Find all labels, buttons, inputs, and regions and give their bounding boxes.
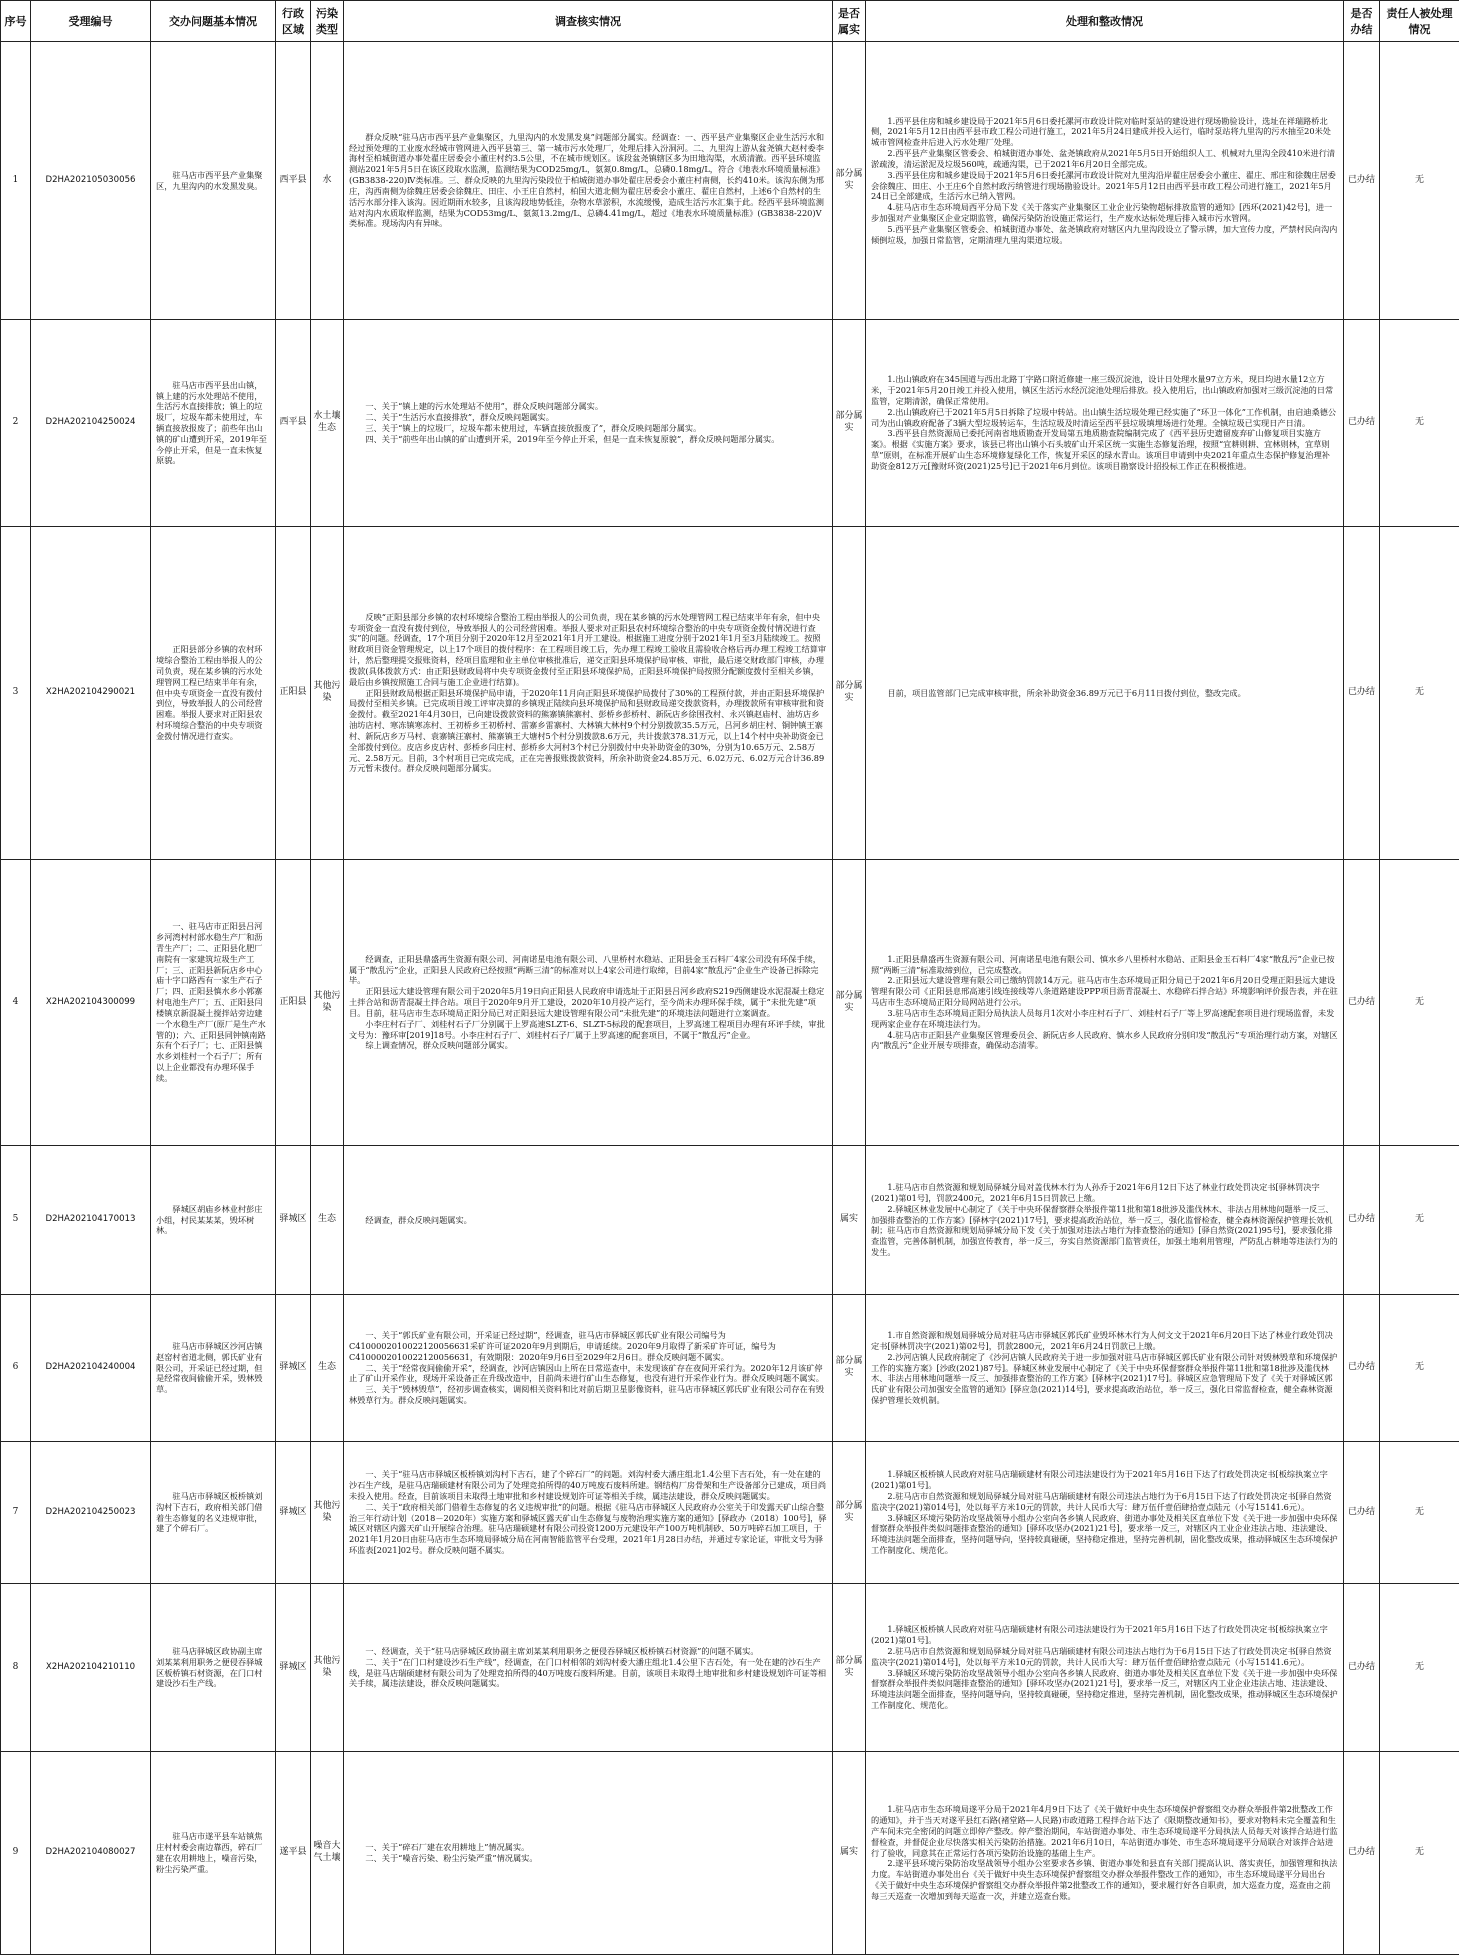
region: 驿城区 xyxy=(276,1146,311,1295)
paragraph: 经调查，群众反映问题属实。 xyxy=(349,1215,827,1226)
pollution-type: 其他污染 xyxy=(311,1584,344,1752)
closed-status: 已办结 xyxy=(1344,1442,1380,1584)
closed-status: 已办结 xyxy=(1344,1752,1380,1955)
paragraph: 二、关于“在门口村建设沙石生产线”，经调查，在门口村相邻的刘沟村委大潘庄组北1.4公里下吉石处，有一处在建的沙石生产线，是驻马店瑞硕建材有限公司为了处理竞拍所得的40万吨废石废料所建。目前，该项目未取得土地审批和乡村建设规划许可证等相关手续，属违法建设，群众反映问题属实。 xyxy=(349,1657,827,1689)
factual-status: 属实 xyxy=(833,1752,866,1955)
investigation-text xyxy=(344,1442,833,1584)
paragraph: 驻马店市西平县产业集聚区，九里沟内的水发黑发臭。 xyxy=(156,170,270,192)
handling-text xyxy=(866,1584,1344,1752)
paragraph: 一、关于“碎石厂建在农用耕地上”情况属实。 xyxy=(349,1842,827,1853)
closed-status: 已办结 xyxy=(1344,1295,1380,1442)
paragraph: 三、关于“镇上的垃圾厂，垃圾车都未使用过，车辆直接放报废了”，群众反映问题部分属实。 xyxy=(349,423,827,434)
paragraph: 驻马店市西平县出山镇，镇上建的污水处理站不使用，生活污水直接排放；镇上的垃圾厂，垃圾车都未使用过，车辆直接放报废了；前些年出山镇的矿山遭到开采，2019年至今停止开采，但是一直未恢复原貌。 xyxy=(156,380,270,467)
paragraph: 2.西平县产业集聚区管委会、柏城街道办事处、盆尧镇政府从2021年5月5日开始组织人工、机械对九里沟全段410米进行清淤疏浚，清运淤泥及垃圾560吨，疏通沟渠，已于2021年6月20日全部完成。 xyxy=(871,148,1338,170)
paragraph: 1.驻马店市自然资源和规划局驿城分局对盖伐林木行为人孙乔于2021年6月12日下达了林业行政处罚决定书[驿林罚决字(2021)第01号]，罚款2400元，2021年6月15日罚款已上缴。 xyxy=(871,1182,1338,1204)
paragraph: 一、关于“郭氏矿业有限公司，开采证已经过期”，经调查，驻马店市驿城区郭氏矿业有限公司编号为C4100002010022120056631采矿许可证2020年9月到期后，申请延续。2020年9月取得了新采矿许可证，编号为C4100002010022120056631，有效期限：2020年9月6日至2029年2月6日。群众反映问题不属实。 xyxy=(349,1330,827,1362)
row-number: 5 xyxy=(1,1146,31,1295)
pollution-type: 生态 xyxy=(311,1146,344,1295)
table-row xyxy=(1,1146,1459,1295)
paragraph: 2.驻马店市自然资源和规划局驿城分局对驻马店瑞硕建材有限公司违法占地行为于6月15日下达了行政处罚决定书[驿自然资监决字(2021)第014号]，处以每平方米10元的罚款，共计人民币大写：肆万伍仟壹佰肆拾壹点陆元（小写15141.6元）。 xyxy=(871,1646,1338,1668)
penalty-status: 无 xyxy=(1380,1295,1459,1442)
investigation-text xyxy=(344,527,833,860)
case-id: D2HA202104170013 xyxy=(31,1146,151,1295)
pollution-type: 噪音大气土壤 xyxy=(311,1752,344,1955)
paragraph: 一、经调查，关于“驻马店驿城区政协副主席刘某某利用职务之便侵吞驿城区板桥镇石材资源”的问题不属实。 xyxy=(349,1646,827,1657)
region: 驿城区 xyxy=(276,1584,311,1752)
pollution-type: 其他污染 xyxy=(311,1442,344,1584)
row-number: 9 xyxy=(1,1752,31,1955)
paragraph: 正阳县财政局根据正阳县环境保护局申请，于2020年11月向正阳县环境保护局拨付了30%的工程预付款，并由正阳县环境保护局拨付至相关乡镇。已完成项目竣工评审决算的乡镇现正陆续向县环境保护局和县财政局递交拨款资料，办理拨款所有审核审批和资金拨付。截至2021年4月30日，已向建设拨款资料的熊寨镇熊寨村、彭桥乡彭桥村、新阮店乡徐围孜村、永兴镇赵庙村、油坊店乡油坊店村、寒冻镇寒冻村、王初桥乡王初桥村、雷寨乡雷寨村、大林镇大林村9个村分别拨款35.5万元，吕河乡胡庄村、铜钟镇王寨村、新阮店乡万马村、袁寨镇汪寨村、熊寨镇王大塘村5个村分别拨款8.6万元，共计拨款378.31万元，以上14个村中央补助资金已全部拨付到位。皮店乡皮店村、彭桥乡闫庄村、彭桥乡大河村3个村已分别拨付中央补助资金的30%，分别为10.65万元、2.58万元、2.58万元。目前，3个村项目已完成完成，正在完善报账拨款资料，所余补助资金24.85万元、6.02万元、6.02万元合计36.89万元暂未拨付。群众反映问题部分属实。 xyxy=(349,688,827,775)
handling-text xyxy=(866,1146,1344,1295)
column-header: 受理编号 xyxy=(31,1,151,42)
case-id: X2HA202104210110 xyxy=(31,1584,151,1752)
handling-text xyxy=(866,1752,1344,1955)
handling-text xyxy=(866,42,1344,320)
factual-status: 部分属实 xyxy=(833,1442,866,1584)
penalty-status: 无 xyxy=(1380,860,1459,1146)
pollution-type: 水 xyxy=(311,42,344,320)
paragraph: 4.驻马店市生态环境局西平分局下发《关于落实产业集聚区工业企业污染物超标排放监管的通知》[西环(2021)42号]，进一步加强对产业集聚区企业定期监管，确保污染防治设施正常运行，生产废水达标处理后排入城市污水管网。 xyxy=(871,202,1338,224)
case-id: D2HA202104240004 xyxy=(31,1295,151,1442)
paragraph: 二、关于“生活污水直接排放”，群众反映问题属实。 xyxy=(349,412,827,423)
factual-status: 部分属实 xyxy=(833,527,866,860)
table-row xyxy=(1,527,1459,860)
table-row xyxy=(1,42,1459,320)
paragraph: 2.沙河店镇人民政府制定了《沙河店镇人民政府关于进一步加强对驻马店市驿城区郭氏矿业有限公司针对毁林毁草和环境保护工作的实施方案》[沙政(2021)87号]。驿城区林业发展中心制定了《关于中央环保督察群众举报件第11批和第18批涉及滥伐林木、非法占用林地问题举一反三、加强排查整治的工作方案》[驿林字(2021)17号]。驿城区应急管理局下发了《关于对驿城区郭氏矿业有限公司加强安全监管的通知》[驿应急(2021)14号]，要求提高政治站位，举一反三，强化日常监督检查，健全森林资源保护管理长效机制。 xyxy=(871,1352,1338,1406)
investigation-text xyxy=(344,860,833,1146)
closed-status: 已办结 xyxy=(1344,42,1380,320)
paragraph: 小李庄村石子厂、刘桂村石子厂分别属于上罗高速SLZT-6、SLZT-5标段的配套项目，上罗高速工程项目办理有环评手续，审批文号为：豫环审[2019]18号。小李庄村石子厂、刘桂村石子厂属于上罗高速的配套项目，不属于“散乱污”企业。 xyxy=(349,1019,827,1041)
penalty-status: 无 xyxy=(1380,1146,1459,1295)
case-id: D2HA202104250024 xyxy=(31,320,151,527)
paragraph: 2.出山镇政府已于2021年5月5日拆除了垃圾中转站。出山镇生活垃圾处理已经实施了“环卫一体化”工作机制，由启迪桑德公司为出山镇政府配备了3辆大型垃圾转运车，生活垃圾及时清运至西平县垃圾填埋场进行处理。全镇垃圾已实现日产日清。 xyxy=(871,407,1338,429)
column-header: 是否属实 xyxy=(833,1,866,42)
penalty-status: 无 xyxy=(1380,527,1459,860)
closed-status: 已办结 xyxy=(1344,860,1380,1146)
handling-text xyxy=(866,320,1344,527)
case-id: X2HA202104290021 xyxy=(31,527,151,860)
region: 西平县 xyxy=(276,42,311,320)
paragraph: 4.驻马店市正阳县产业集聚区管理委员会、新阮店乡人民政府、慎水乡人民政府分别印发“散乱污”专项治理行动方案，对辖区内“散乱污”企业开展专项排查，确保动态清零。 xyxy=(871,1030,1338,1052)
factual-status: 属实 xyxy=(833,1146,866,1295)
paragraph: 1.西平县住房和城乡建设局于2021年5月6日委托漯河市政设计院对临时泵站的建设进行现场勘验设计，选址在祥瑞路桥北侧，2021年5月12日由西平县市政工程公司进行施工，2021年5月24日建成并投入运行，临时泵站将九里沟的污水抽至20米处城市管网检查井后进入污水处理厂处理。 xyxy=(871,116,1338,148)
investigation-text xyxy=(344,1584,833,1752)
paragraph: 2.驿城区林业发展中心制定了《关于中央环保督察群众举报件第11批和第18批涉及滥伐林木、非法占用林地问题举一反三、加强排查整治的工作方案》[驿林字(2021)17号]，要求提高政治站位，举一反三，强化监督检查，健全森林资源保护管理长效机制；驻马店市自然资源和规划局驿城分局下发《关于加强对违法占地行为排查整治的通知》[驿自然资(2021)95号]，要求强化排查监管，完善体制机制，加强宣传教育，举一反三，夯实自然资源部门监管责任，加强土地利用管理，严防乱占耕地等违法行为的发生。 xyxy=(871,1204,1338,1258)
table-row xyxy=(1,1442,1459,1584)
factual-status: 部分属实 xyxy=(833,860,866,1146)
handling-text xyxy=(866,860,1344,1146)
region: 正阳县 xyxy=(276,860,311,1146)
column-header: 交办问题基本情况 xyxy=(151,1,276,42)
paragraph: 3.驿城区环境污染防治攻坚战领导小组办公室向各乡镇人民政府、街道办事处及相关区直单位下发《关于进一步加强中央环保督察群众举报件类似问题排查整治的通知》[驿环攻坚办(2021)21号]，要求举一反三，对辖区内工业企业违法占地、违法建设、环境违法问题全面排查，坚持问题导向，坚持较真碰硬，坚持稳定推进，坚持完善机制，固化整改成果，推动驿城区生态环境保护工作制度化、规范化。 xyxy=(871,1668,1338,1711)
column-header: 处理和整改情况 xyxy=(866,1,1344,42)
handling-text xyxy=(866,527,1344,860)
row-number: 2 xyxy=(1,320,31,527)
paragraph: 2.驻马店市自然资源和规划局驿城分局对驻马店瑞硕建材有限公司违法占地行为于6月15日下达了行政处罚决定书[驿自然资监决字(2021)第014号]，处以每平方米10元的罚款，共计人民币大写：肆万伍仟壹佰肆拾壹点陆元（小写15141.6元）。 xyxy=(871,1491,1338,1513)
region: 驿城区 xyxy=(276,1295,311,1442)
region: 遂平县 xyxy=(276,1752,311,1955)
pollution-type: 水土壤生态 xyxy=(311,320,344,527)
paragraph: 群众反映“驻马店市西平县产业集聚区，九里沟内的水发黑发臭”问题部分属实。经调查：一、西平县产业集聚区企业生活污水和经过预处理的工业废水经城市管网进入西平县第三、第一城市污水处理厂，处理后排入汾洞河。二、九里沟上游从盆尧镇大赵村委李海村至柏城街道办事处翟庄居委会小董庄村约3.5公里，不在城市规划区。该段盆尧镇辖区多为田地沟渠，水质清澈。西平县环境监测站2021年5月5日在该区段取水监测，监测结果为COD25mg/L，氨氮0.8mg/L，总磷0.18mg/L，符合《地表水环境质量标准》(GB3838-220)Ⅳ类标准。三、群众反映的九里沟污染段位于柏城街道办事处翟庄居委会小董庄村南侧，长约410米。该沟东侧为邢庄，沟西南侧为徐魏庄居委会徐魏庄、田庄、小王庄自然村，柏国大道北侧为翟庄居委会小董庄、翟庄自然村，上述6个自然村的生活污水部分排入该沟。因近期雨水较多，且该沟段地势低洼，杂物水草淤积，水流缓慢，造成生活污水汇集于此。经西平县环境监测站对沟内水质取样监测，结果为COD53mg/L、氨氮13.2mg/L、总磷4.41mg/L，超过《地表水环境质量标准》(GB3838-220)Ⅴ类标准。现场沟内有异味。 xyxy=(349,132,827,229)
paragraph: 一、关于“镇上建的污水处理站不使用”，群众反映问题部分属实。 xyxy=(349,401,827,412)
factual-status: 部分属实 xyxy=(833,1295,866,1442)
region: 驿城区 xyxy=(276,1442,311,1584)
paragraph: 2.正阳县远大建设管理有限公司已缴纳罚款14万元。驻马店市生态环境局正阳分局已于2021年6月20日受理正阳县远大建设管理有限公司《正阳县息邢高速引线连接线等八条道路建设PPP项目沥青混凝土、水稳碎石拌合站》环境影响评价报告表，并在驻马店市生态环境局正阳分局网站进行公示。 xyxy=(871,975,1338,1007)
paragraph: 3.驿城区环境污染防治攻坚战领导小组办公室向各乡镇人民政府、街道办事处及相关区直单位下发《关于进一步加强中央环保督察群众举报件类似问题排查整治的通知》[驿环攻坚办(2021)21号]，要求举一反三，对辖区内工业企业违法占地、违法建设、环境违法问题全面排查，坚持问题导向，坚持较真碰硬，坚持稳定推进，坚持完善机制，固化整改成果，推动驿城区生态环境保护工作制度化、规范化。 xyxy=(871,1513,1338,1556)
table-row xyxy=(1,1752,1459,1955)
investigation-text xyxy=(344,1146,833,1295)
case-id: D2HA202104250023 xyxy=(31,1442,151,1584)
problem-description xyxy=(151,1752,276,1955)
problem-description xyxy=(151,42,276,320)
paragraph: 驻马店市遂平县车站镇焦庄村村委会南边靠西，碎石厂建在农用耕地上，噪音污染，粉尘污染严重。 xyxy=(156,1831,270,1874)
paragraph: 1.出山镇政府在345国道与西出北路丁字路口附近修建一座三级沉淀池，设计日处理水量97立方米，现日均进水量12立方米，于2021年5月20日竣工并投入使用，镇区生活污水经沉淀池处理后排放。投入使用后，出山镇政府加强对三级沉淀池的日常监管，定期清淤，确保正常使用。 xyxy=(871,374,1338,406)
investigation-text xyxy=(344,42,833,320)
paragraph: 经调查，正阳县鼎盛再生资源有限公司、河南诺星电池有限公司、八里桥村水稳站、正阳县金玉石料厂4家公司没有环保手续，属于“散乱污”企业，正阳县人民政府已经按照“两断三清”的标准对以上4家公司进行取缔，目前4家“散乱污”企业生产设备已拆除完毕。 xyxy=(349,954,827,986)
paragraph: 一、关于“驻马店市驿城区板桥镇刘沟村下吉石，建了个碎石厂”的问题。刘沟村委大潘庄组北1.4公里下吉石处，有一处在建的沙石生产线，是驻马店瑞硕建材有限公司为了处理竞拍所得的40万吨废石废料所建。钢结构厂房骨架和生产设备部分已建成，项目尚未投入使用。经查，目前该项目未取得土地审批和乡村建设规划许可证等相关手续，属违法建设，群众反映问题属实。 xyxy=(349,1469,827,1501)
paragraph: 正阳县部分乡镇的农村环境综合整治工程由举报人的公司负责，现在某乡镇的污水处理管网工程已结束半年有余，但中央专项资金一直没有拨付到位，导致举报人的公司经营困难。举报人要求对正阳县农村环境综合整治的中央专项资金拨付情况进行查实。 xyxy=(156,644,270,741)
factual-status: 部分属实 xyxy=(833,42,866,320)
problem-description xyxy=(151,1146,276,1295)
case-id: D2HA202104080027 xyxy=(31,1752,151,1955)
pollution-type: 其他污染 xyxy=(311,860,344,1146)
investigation-text xyxy=(344,320,833,527)
region: 西平县 xyxy=(276,320,311,527)
paragraph: 3.驻马店市生态环境局正阳分局执法人员每月1次对小李庄村石子厂、刘桂村石子厂等上罗高速配套项目进行现场监督，未发现两家企业存在环境违法行为。 xyxy=(871,1008,1338,1030)
row-number: 7 xyxy=(1,1442,31,1584)
column-header: 是否办结 xyxy=(1344,1,1380,42)
problem-description xyxy=(151,860,276,1146)
penalty-status: 无 xyxy=(1380,42,1459,320)
problem-description xyxy=(151,1295,276,1442)
column-header: 污染类型 xyxy=(311,1,344,42)
investigation-text xyxy=(344,1295,833,1442)
paragraph: 1.驿城区板桥镇人民政府对驻马店瑞硕建材有限公司违法建设行为于2021年5月16日下达了行政处罚决定书[板综执案立字(2021)第01号]。 xyxy=(871,1624,1338,1646)
paragraph: 5.西平县产业集聚区管委会、柏城街道办事处、盆尧镇政府对辖区内九里沟段设立了警示牌，加大宣传力度，严禁村民向沟内倾倒垃圾，加强日常监管，定期清理九里沟渠道垃圾。 xyxy=(871,224,1338,246)
penalty-status: 无 xyxy=(1380,1752,1459,1955)
handling-text xyxy=(866,1295,1344,1442)
closed-status: 已办结 xyxy=(1344,320,1380,527)
pollution-type: 生态 xyxy=(311,1295,344,1442)
problem-description xyxy=(151,527,276,860)
table-row xyxy=(1,860,1459,1146)
case-id: X2HA202104300099 xyxy=(31,860,151,1146)
closed-status: 已办结 xyxy=(1344,527,1380,860)
paragraph: 一、驻马店市正阳县吕河乡河湾村村部水稳生产厂和沥青生产厂；二、正阳县化肥厂南院有一家建筑垃圾生产工厂；三、正阳县新阮店乡中心庙十字口路西有一家生产石子厂；四、正阳县慎水乡小郭寨村电池生产厂；五、正阳县闫楼镇京新混凝土搅拌站旁边建一个水稳生产厂(原厂是生产水管的)；六、正阳县同钟镇南路东有个石子厂；七、正阳县慎水乡刘桂村一个石子厂；所有以上企业都没有办理环保手续。 xyxy=(156,921,270,1083)
paragraph: 综上调查情况，群众反映问题部分属实。 xyxy=(349,1040,827,1051)
paragraph: 目前，项目监管部门已完成审核审批，所余补助资金36.89万元已于6月11日拨付到位，整改完成。 xyxy=(871,688,1338,699)
column-header: 调查核实情况 xyxy=(344,1,833,42)
investigation-text xyxy=(344,1752,833,1955)
row-number: 4 xyxy=(1,860,31,1146)
column-header: 行政区域 xyxy=(276,1,311,42)
region: 正阳县 xyxy=(276,527,311,860)
header-row xyxy=(1,1,1459,42)
problem-description xyxy=(151,320,276,527)
paragraph: 1.驻马店市生态环境局遂平分局于2021年4月9日下达了《关于做好中央生态环境保护督察组交办群众举报件第2批整改工作的通知》，并于当天对遂平县红石路(褚堂路—人民路)市政道路工程拌合站下达了《限期整改通知书》，要求对物料未完全覆盖和生产车间未完全密闭的问题立即停产整改。停产整治期间，车站街道办事处、市生态环境局遂平分局执法人员每天对该拌合站进行监督检查，并督促企业尽快落实相关污染防治措施。2021年6月10日，车站街道办事处、市生态环境局遂平分局联合对该拌合站进行了验收，同意其在正常运行各项污染防治设施的基础上生产。 xyxy=(871,1804,1338,1858)
column-header: 责任人被处理情况 xyxy=(1380,1,1459,42)
paragraph: 正阳县远大建设管理有限公司于2020年5月19日向正阳县人民政府申请选址于正阳县吕河乡政府S219西侧建设水泥混凝土稳定土拌合站和沥青混凝土拌合站。项目于2020年9月开工建设，2020年10月投产运行，至今尚未办理环保手续，属于“未批先建”项目。目前，驻马店市生态环境局正阳分局已对正阳县远大建设管理有限公司“未批先建”的环境违法问题进行立案调查。 xyxy=(349,986,827,1018)
paragraph: 二、关于“政府相关部门借着生态修复的名义违规审批”的问题。根据《驻马店市驿城区人民政府办公室关于印发露天矿山综合整治三年行动计划（2018－2020年）实施方案和驿城区露天矿山生态修复与废物治理实施方案的通知》[驿政办（2018）100号]，驿城区对辖区内露天矿山开展综合治理。驻马店瑞硕建材有限公司投资1200万元建设年产100万吨机制砂、50万吨碎石加工项目，于2021年1月20日由驻马店市生态环境局驿城分局在河南智能监管平台受理，2021年1月28日办结，并通过专家论证，审批文号为驿环监表[2021]02号。群众反映问题不属实。 xyxy=(349,1502,827,1556)
paragraph: 1.市自然资源和规划局驿城分局对驻马店市驿城区郭氏矿业毁坏林木行为人何文文于2021年6月20日下达了林业行政处罚决定书[驿林罚决字(2021)第02号]，罚款2800元，2021年6月24日罚款已上缴。 xyxy=(871,1330,1338,1352)
closed-status: 已办结 xyxy=(1344,1146,1380,1295)
penalty-status: 无 xyxy=(1380,1584,1459,1752)
paragraph: 反映“正阳县部分乡镇的农村环境综合整治工程由举报人的公司负责，现在某乡镇的污水处理管网工程已结束半年有余，但中央专项资金一直没有拨付到位，导致举报人的公司经营困难。举报人要求对正阳县农村环境综合整治的中央专项资金拨付情况进行查实”的问题。经调查，17个项目分别于2020年12月至2021年1月开工建设。根据施工进度分别于2021年1月至3月陆续竣工。按照财政项目资金管理规定，以上17个项目的拨付程序：在工程项目竣工后，先办理工程竣工验收且需验收合格后再办理工程竣工结算审计，然后整理提交报账资料，经项目监理和业主单位审核批准后，递交正阳县环境保护局审核、审批，最后递交财政部门审核，办理拨款(具体拨款方式：由正阳县财政局将中央专项资金拨付至正阳县环境保护局，正阳县环境保护局按照分配额度拨付至相关乡镇，最后由乡镇按照施工合同与施工企业进行结算)。 xyxy=(349,612,827,688)
factual-status: 部分属实 xyxy=(833,320,866,527)
paragraph: 1.正阳县鼎盛再生资源有限公司、河南诺星电池有限公司、慎水乡八里桥村水稳站、正阳县金玉石料厂4家“散乱污”企业已按照“两断三清”标准取缔到位，已完成整改。 xyxy=(871,954,1338,976)
paragraph: 四、关于“前些年出山镇的矿山遭到开采，2019年至今停止开采，但是一直未恢复原貌”，群众反映问题部分属实。 xyxy=(349,434,827,445)
paragraph: 2.遂平县环境污染防治攻坚战领导小组办公室要求各乡镇、街道办事处和县直有关部门提高认识、落实责任，加强管理和执法力度。车站街道办事处出台《关于做好中央生态环境保护督察组交办群众举报件整改工作的通知》，市生态环境局遂平分局出台《关于做好中央生态环境保护督察组交办群众举报件第2批整改工作的通知》，要求履行好各自职责，加大巡查力度，巡查由之前每三天巡查一次增加到每天巡查一次，并建立巡查台账。 xyxy=(871,1858,1338,1901)
table-row xyxy=(1,1584,1459,1752)
paragraph: 3.西平县自然资源局已委托河南省地质勘查开发局第五地质勘查院编制完成了《西平县历史遗留废弃矿山修复项目实施方案》。根据《实施方案》要求，该县已将出山镇小石头坡矿山开采区统一实施生态修复治理，按照“宜耕则耕、宜林则林，宜草则草”原则，在标准开展矿山生态环境修复绿化工作，恢复开采区的绿水青山。该项目申请到中央2021年重点生态保护修复治理补助资金812万元[豫财环资(2021)25号]已于2021年6月到位。该项目勘察设计招投标工作正在积极推进。 xyxy=(871,428,1338,471)
paragraph: 二、关于“经常夜间偷偷开采”，经调查，沙河店镇因山上所在日常巡查中，未发现该矿存在夜间开采行为。2020年12月该矿停止了矿山开采作业，现场开采设备正在升级改造中，目前尚未进行矿山生态修复，也没有进行开采作业行为。群众反映问题不属实。 xyxy=(349,1363,827,1385)
table-row xyxy=(1,320,1459,527)
row-number: 1 xyxy=(1,42,31,320)
handling-text xyxy=(866,1442,1344,1584)
case-id: D2HA202105030056 xyxy=(31,42,151,320)
paragraph: 3.西平县住房和城乡建设局于2021年5月6日委托漯河市政设计院对九里沟沿岸翟庄居委会小董庄、翟庄、邢庄和徐魏庄居委会徐魏庄、田庄、小王庄6个自然村政污纳管进行现场勘验设计。2021年5月12日由西平县市政工程公司进行施工，2021年5月24日已全部建成，生活污水已纳入管网。 xyxy=(871,170,1338,202)
pollution-type: 其他污染 xyxy=(311,527,344,860)
problem-description xyxy=(151,1442,276,1584)
paragraph: 三、关于“毁林毁草”，经初步调查核实，调阅相关资料和比对前后期卫星影像资料，驻马店市驿城区郭氏矿业有限公司存在有毁林毁草行为。群众反映问题属实。 xyxy=(349,1384,827,1406)
row-number: 6 xyxy=(1,1295,31,1442)
table-row xyxy=(1,1295,1459,1442)
problem-description xyxy=(151,1584,276,1752)
row-number: 8 xyxy=(1,1584,31,1752)
paragraph: 驻马店驿城区政协副主席刘某某利用职务之便侵吞驿城区板桥镇石材资源，在门口村建设沙石生产线。 xyxy=(156,1646,270,1689)
penalty-status: 无 xyxy=(1380,320,1459,527)
row-number: 3 xyxy=(1,527,31,860)
column-header: 序号 xyxy=(1,1,31,42)
paragraph: 驻马店市驿城区沙河店镇赵窑村省道北侧，郭氏矿业有限公司，开采证已经过期，但是经常夜间偷偷开采，毁林毁草。 xyxy=(156,1341,270,1395)
paragraph: 二、关于“噪音污染、粉尘污染严重”情况属实。 xyxy=(349,1853,827,1864)
factual-status: 部分属实 xyxy=(833,1584,866,1752)
closed-status: 已办结 xyxy=(1344,1584,1380,1752)
paragraph: 驻马店市驿城区板桥镇刘沟村下吉石，政府相关部门借着生态修复的名义违规审批，建了个碎石厂。 xyxy=(156,1491,270,1534)
paragraph: 驿城区胡庙乡林业村彭庄小组，村民某某某，毁坏树林。 xyxy=(156,1204,270,1236)
paragraph: 1.驿城区板桥镇人民政府对驻马店瑞硕建材有限公司违法建设行为于2021年5月16日下达了行政处罚决定书[板综执案立字(2021)第01号]。 xyxy=(871,1469,1338,1491)
penalty-status: 无 xyxy=(1380,1442,1459,1584)
